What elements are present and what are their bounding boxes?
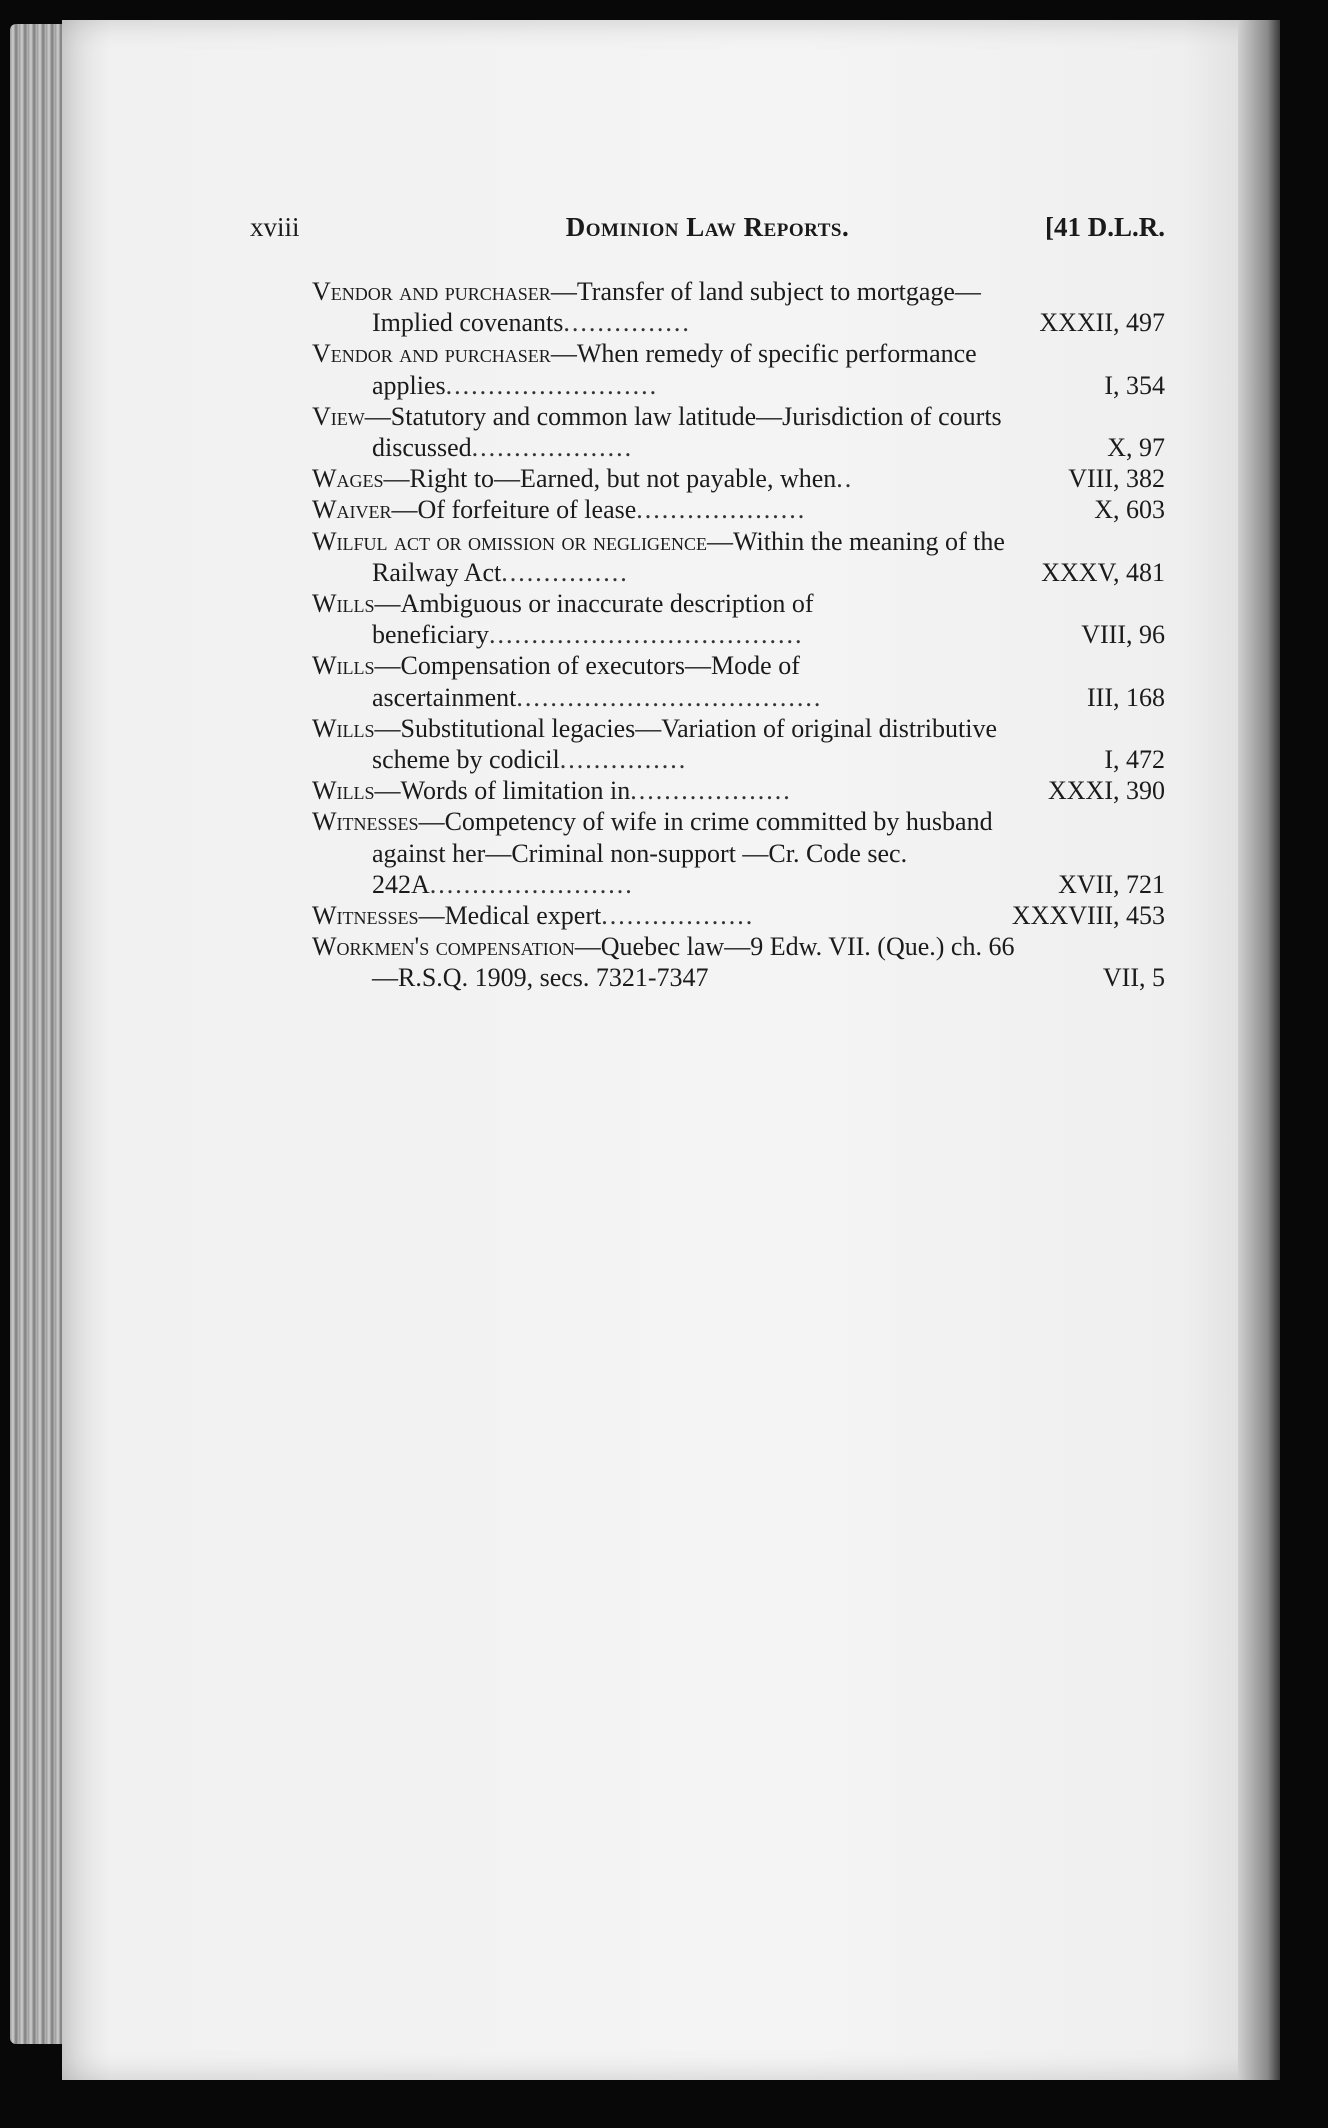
running-title: Dominion Law Reports. [565,212,850,242]
entry-text: —Medical expert [418,901,602,931]
entry-heading: Vendor and purchaser [312,339,551,369]
entry-reference: III, 168 [1087,682,1165,712]
leader-dots: ................... [471,433,634,463]
entry-reference: XVII, 721 [1058,869,1165,899]
entry-reference: XXXVIII, 453 [1011,901,1165,931]
entry-reference: I, 472 [1104,745,1165,775]
index-entry [312,526,1165,588]
leader-dots: ......................... [445,370,659,400]
entry-text: —Right to—Earned, but not payable, when [383,464,837,494]
leader-dots: .................................... [516,682,823,712]
index-entry [312,806,1165,900]
entry-text: —Ambiguous or inaccurate description of beneficiary [372,589,814,650]
leader-dots: .. [836,464,854,494]
leader-dots: .................. [601,901,755,931]
entry-heading: Wages [312,464,384,494]
entry-heading: Workmen's compensation [312,932,575,962]
entry-reference: VIII, 96 [1081,620,1165,650]
entry-text: —Of forfeiture of lease [391,495,637,525]
entry-text: —Statutory and common law latitude—Jurisdiction of courts discussed [364,401,1002,463]
entry-heading: View [312,401,365,431]
entry-heading: Vendor and purchaser [312,277,551,306]
index-entry [312,931,1165,993]
entry-text: —Compensation of executors—Mode of ascertainment [372,651,800,712]
leader-dots: ........................ [429,869,634,899]
entry-heading: Wilful act or omission or negligence [312,526,708,556]
entry-reference: XXXI, 390 [1048,776,1165,806]
index-entry [312,588,1165,650]
page-gutter [1238,20,1280,2080]
leader-dots: ............... [501,557,629,587]
leader-dots: ..................................... [488,620,804,650]
index-entry [312,713,1165,775]
index-entry [312,494,1165,525]
volume-reference: [41 D.L.R. [1045,212,1165,242]
leader-dots: ................... [630,776,792,806]
index-entry [312,650,1165,712]
leader-dots: ............... [559,745,688,775]
entry-reference: X, 97 [1107,433,1165,463]
index-list [312,276,1165,994]
entry-heading: Wills [312,776,375,806]
entry-text: —Quebec law—9 Edw. VII. (Que.) ch. 66—R.S.Q. 1909, secs. 7321-7347 [372,932,1015,993]
entry-text: —Competency of wife in crime committed by husband against her—Criminal non-support —Cr. Code sec. 242A [372,807,993,899]
entry-reference: VIII, 382 [1068,464,1165,494]
entry-heading: Wills [312,713,375,743]
entry-reference: VII, 5 [1102,963,1165,993]
running-header [250,212,1165,248]
leader-dots: ............... [563,308,691,338]
index-entry [312,276,1165,338]
entry-heading: Witnesses [312,901,419,931]
index-entry [312,900,1165,931]
entry-reference: XXXV, 481 [1041,557,1165,587]
entry-reference: XXXII, 497 [1039,308,1165,338]
entry-heading: Witnesses [312,807,419,837]
index-entry [312,775,1165,806]
entry-heading: Waiver [312,495,392,525]
page-number: xviii [250,212,300,242]
entry-text: —Transfer of land subject to mortgage—Implied covenants [372,277,981,338]
index-entry [312,401,1165,463]
index-entry [312,338,1165,400]
entry-heading: Wills [312,589,375,619]
entry-reference: I, 354 [1104,370,1165,400]
entry-reference: X, 603 [1094,495,1165,525]
index-entry [312,463,1165,494]
entry-text: —Within the meaning of the Railway Act [372,526,1005,587]
entry-text: —Substitutional legacies—Variation of original distributive scheme by codicil [372,713,997,775]
entry-heading: Wills [312,651,375,681]
leader-dots: .................... [636,495,807,525]
entry-text: —Words of limitation in [374,776,631,806]
entry-text: —When remedy of specific performance applies [372,339,977,400]
